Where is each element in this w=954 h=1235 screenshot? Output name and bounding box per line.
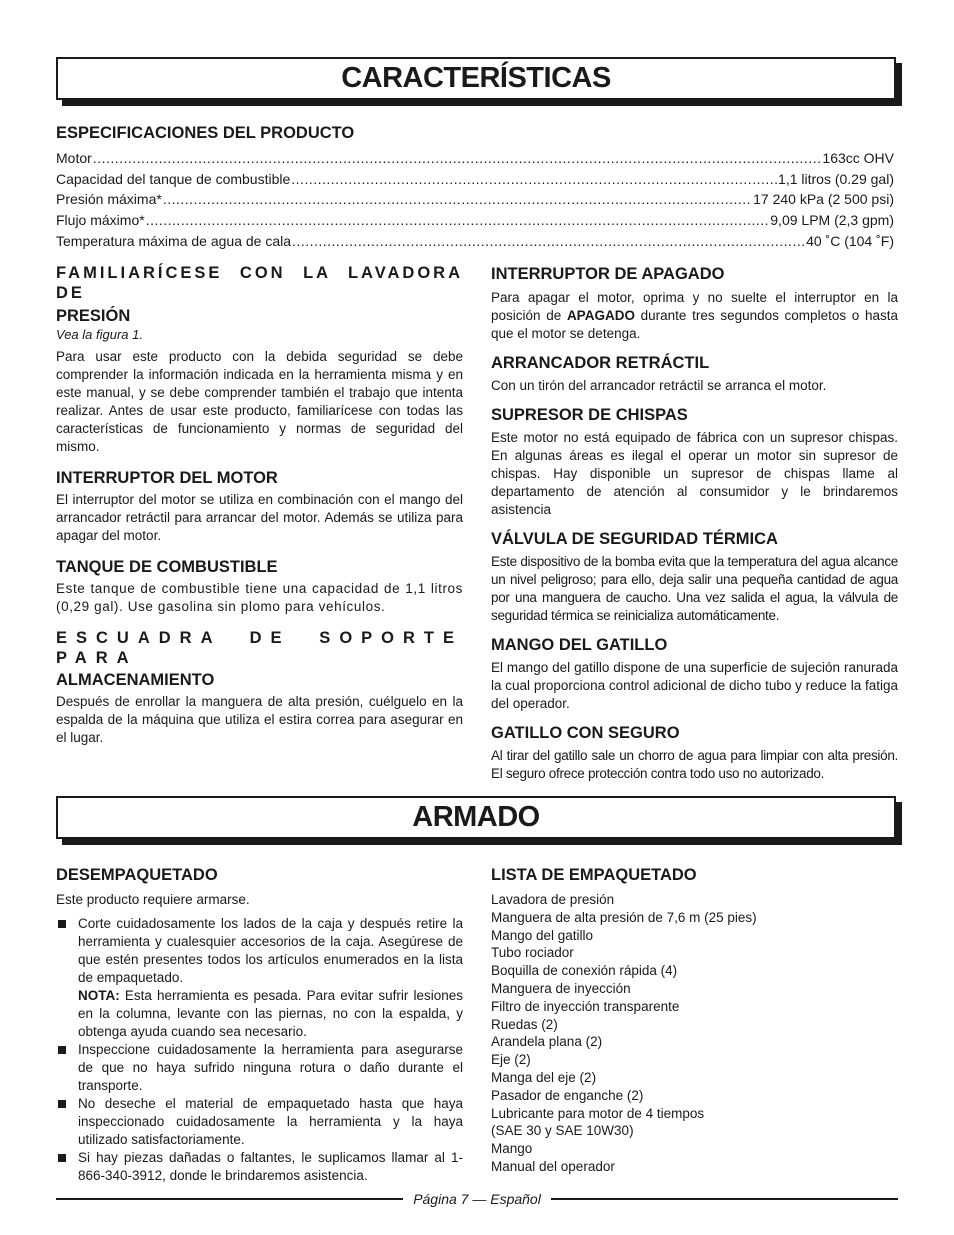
list-item <box>56 1041 463 1095</box>
familiarize-heading: FAMILIARÍCESE CON LA LAVADORA DE <box>56 264 463 302</box>
fuel-tank-heading: TANQUE DE COMBUSTIBLE <box>56 558 278 576</box>
motor-switch-text: El interruptor del motor se utiliza en combinación con el mango del arrancador retráctil para arrancar del motor. Además se utiliza para apagar del motor. <box>56 492 463 543</box>
trigger-lock-heading: GATILLO CON SEGURO <box>491 724 680 742</box>
recoil-starter-text: Con un tirón del arrancador retráctil se arranca el motor. <box>491 378 827 393</box>
spec-leader <box>146 210 770 231</box>
spec-value: 17 240 kPa (2 500 psi) <box>753 191 894 208</box>
trigger-lock-text: Al tirar del gatillo sale un chorro de agua para limpiar con alta presión. El seguro ofrece protección contra todo uso no autorizado. <box>491 748 898 781</box>
footer-rule-right <box>551 1198 898 1200</box>
bullet-square-icon <box>58 1046 66 1054</box>
specs-heading: ESPECIFICACIONES DEL PRODUCTO <box>56 124 355 142</box>
off-switch-text <box>491 289 898 343</box>
features-right-column <box>491 264 898 783</box>
spec-leader <box>93 148 822 169</box>
unpacking-intro: Este producto requiere armarse. <box>56 892 250 907</box>
page-number: Página 7 — Español <box>413 1191 541 1207</box>
spark-arrestor-heading: SUPRESOR DE CHISPAS <box>491 406 688 424</box>
list-item: Lubricante para motor de 4 tiempos <box>491 1105 705 1121</box>
spec-row <box>56 169 894 190</box>
step-text: No deseche el material de empaquetado hasta que haya inspeccionado cuidadosamente la herramienta y la haya utilizado satisfactoriamente. <box>78 1096 463 1147</box>
list-item: Filtro de inyección transparente <box>491 998 680 1014</box>
packing-list-section <box>491 865 898 1176</box>
familiarize-heading-line2: PRESIÓN <box>56 307 131 325</box>
trigger-handle-heading: MANGO DEL GATILLO <box>491 636 668 654</box>
spec-leader <box>291 169 777 190</box>
storage-bracket-text: Después de enrollar la manguera de alta presión, cuélguelo en la espalda de la máquina que utiliza el estira correa para asegurar en el lugar. <box>56 694 463 745</box>
product-specs <box>56 123 894 252</box>
list-item: Ruedas (2) <box>491 1016 558 1032</box>
list-item <box>56 1095 463 1149</box>
list-item: Manga del eje (2) <box>491 1069 597 1085</box>
spec-leader <box>163 189 752 210</box>
fuel-tank-text: Este tanque de combustible tiene una capacidad de 1,1 litros (0,29 gal). Use gasolina sin plomo para vehículos. <box>56 581 463 614</box>
unpacking-steps <box>56 915 463 1185</box>
list-item <box>56 1149 463 1185</box>
unpacking-heading: DESEMPAQUETADO <box>56 866 218 884</box>
list-item: Boquilla de conexión rápida (4) <box>491 963 678 979</box>
list-item: Pasador de enganche (2) <box>491 1087 644 1103</box>
footer-rule-left <box>56 1198 403 1200</box>
spec-row <box>56 231 894 252</box>
bullet-square-icon <box>58 1154 66 1162</box>
list-item: (SAE 30 y SAE 10W30) <box>491 1123 634 1139</box>
trigger-handle-text: El mango del gatillo dispone de una superficie de sujeción ranurada la cual proporciona control adicional de dicho tubo y reduce la fatiga del operador. <box>491 660 898 711</box>
list-item <box>56 915 463 1041</box>
step-text: Corte cuidadosamente los lados de la caja y después retire la herramienta y cualesquier accesorios de la caja. Asegúrese de que estén presentes todos los artículos enumerados en la lista de empaquetado. <box>78 916 463 985</box>
bullet-square-icon <box>58 1100 66 1108</box>
spec-leader <box>292 231 805 252</box>
note-label: NOTA: <box>78 988 120 1003</box>
off-switch-text-b: durante tres segundos completos o hasta que el motor se detenga. <box>491 308 898 341</box>
off-switch-heading: INTERRUPTOR DE APAGADO <box>491 265 725 283</box>
spec-label: Motor <box>56 150 92 166</box>
unpacking-section <box>56 865 463 1185</box>
motor-switch-heading: INTERRUPTOR DEL MOTOR <box>56 469 278 487</box>
step-text: Inspeccione cuidadosamente la herramienta para asegurarse de que no haya sufrido ninguna rotura o daño durante el transporte. <box>78 1042 463 1093</box>
familiarize-text: Para usar este producto con la debida seguridad se debe comprender la información indicada en la herramienta misma y en este manual, y se debe comprender también el trabajo que intenta realizar. Antes de usar este producto, familiarícese con todas las características de funcionamiento y normas de seguridad del mismo. <box>56 349 463 454</box>
list-item: Lavadora de presión <box>491 892 615 907</box>
assembly-section-title: ARMADO <box>56 796 896 839</box>
spec-value: 9,09 LPM (2,3 gpm) <box>770 212 894 229</box>
page-footer <box>56 1189 898 1209</box>
list-item: Eje (2) <box>491 1052 531 1068</box>
list-item: Tubo rociador <box>491 945 574 961</box>
packing-list <box>491 891 898 1176</box>
figure-reference: Vea la figura 1. <box>56 327 143 342</box>
recoil-starter-heading: ARRANCADOR RETRÁCTIL <box>491 354 710 372</box>
thermal-valve-heading: VÁLVULA DE SEGURIDAD TÉRMICA <box>491 530 778 548</box>
note-text: Esta herramienta es pesada. Para evitar sufrir lesiones en la columna, levante con las piernas, no con la espalda, y obtenga ayuda cuando sea necesario. <box>78 988 463 1039</box>
off-position-label: APAGADO <box>566 308 635 323</box>
spec-value: 163cc OHV <box>822 150 894 166</box>
list-item: Manual del operador <box>491 1158 615 1174</box>
spec-label: Flujo máximo* <box>56 212 145 229</box>
storage-bracket-heading-line2: ALMACENAMIENTO <box>56 671 215 689</box>
features-section-title: CARACTERÍSTICAS <box>56 57 896 100</box>
list-item: Manguera de alta presión de 7,6 m (25 pies) <box>491 909 757 925</box>
spec-label: Capacidad del tanque de combustible <box>56 170 291 187</box>
spec-row <box>56 189 894 210</box>
spec-value: 40 ˚C (104 ˚F) <box>806 232 894 249</box>
features-left-column <box>56 263 463 747</box>
packing-list-heading: LISTA DE EMPAQUETADO <box>491 866 697 884</box>
list-item: Mango <box>491 1141 533 1157</box>
off-switch-text-a: Para apagar el motor, oprima y no suelte el interruptor en la posición de <box>491 290 898 323</box>
thermal-valve-text: Este dispositivo de la bomba evita que la temperatura del agua alcance un nivel peligroso; para ello, deja salir una pequeña cantidad de agua por una manguera de caucho. Una vez salida el agua, la válvula de seguridad térmica se reinicializa automáticamente. <box>491 554 898 623</box>
list-item: Manguera de inyección <box>491 980 631 996</box>
spec-value: 1,1 litros (0.29 gal) <box>778 170 894 187</box>
step-text: Si hay piezas dañadas o faltantes, le suplicamos llamar al 1-866-340-3912, donde le brindaremos asistencia. <box>78 1150 463 1183</box>
spec-label: Temperatura máxima de agua de cala <box>56 232 292 249</box>
spec-row <box>56 148 894 169</box>
spec-row <box>56 210 894 231</box>
bullet-square-icon <box>58 920 66 928</box>
storage-bracket-heading: ESCUADRA DE SOPORTE PARA <box>56 629 463 667</box>
list-item: Arandela plana (2) <box>491 1034 603 1050</box>
spark-arrestor-text: Este motor no está equipado de fábrica con un supresor chispas. En algunas áreas es ilegal el operar un motor sin supresor de chispas. Hay disponible un supresor de chispas llame al departamento de atención al consumidor y le brindaremos asistencia <box>491 430 898 517</box>
spec-label: Presión máxima* <box>56 191 162 208</box>
list-item: Mango del gatillo <box>491 927 594 943</box>
